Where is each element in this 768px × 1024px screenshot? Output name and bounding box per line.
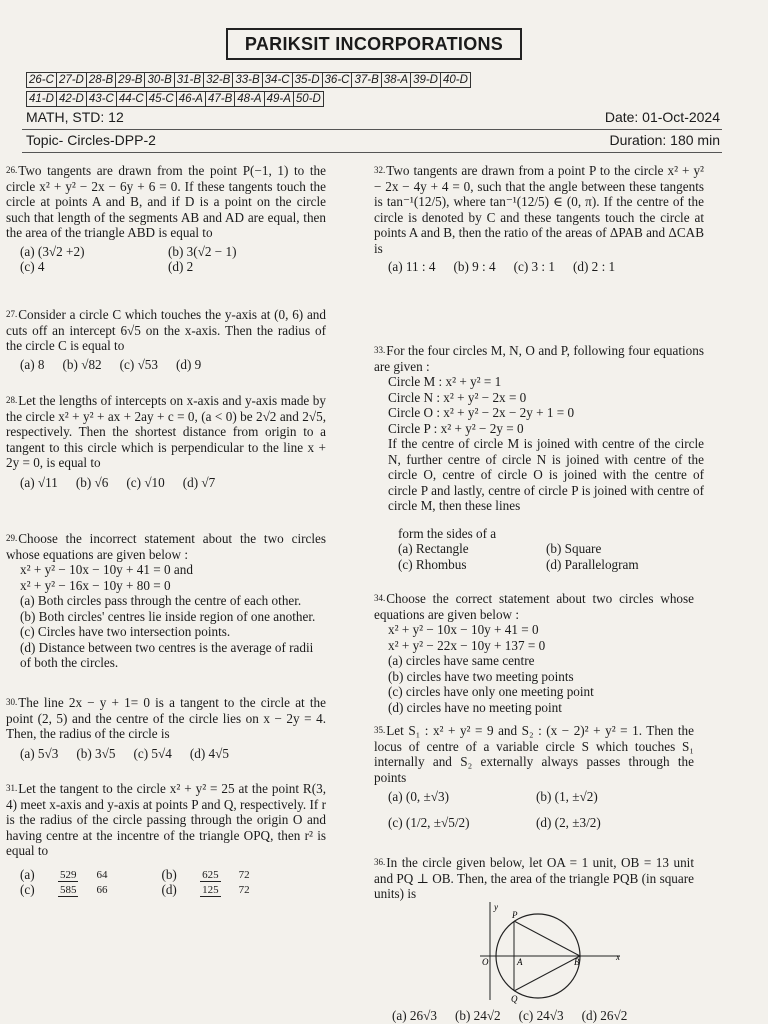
option: (d) 2 [168, 259, 194, 274]
question-text: For the four circles M, N, O and P, following four equations are given : [374, 343, 704, 374]
question-number: 33. [374, 345, 386, 355]
equation: x² + y² − 10x − 10y + 41 = 0 [388, 622, 539, 637]
denominator: 66 [96, 884, 108, 897]
fraction [200, 884, 268, 897]
option: (d) 2 : 1 [573, 259, 616, 274]
answer-key-cell: 36-C [322, 72, 353, 88]
option: (b) √6 [75, 474, 109, 490]
question-text: In the circle given below, let OA = 1 unit, OB = 13 unit and PQ ⊥ OB. Then, the area of the triangle PQB (in square units) is [374, 855, 694, 901]
option [161, 867, 285, 883]
option: (a) √11 [20, 474, 58, 490]
question-number: 32. [374, 165, 386, 175]
question-text: Choose the incorrect statement about the two circles whose equations are given below : [6, 531, 326, 562]
option: (a) 5√3 [20, 745, 59, 761]
question-text: The line 2x − y + 1= 0 is a tangent to the circle at the point (2, 5) and the centre of the circle lies on x − 2y = 4. Then, the radius of the circle is [6, 695, 326, 741]
option: (d) (2, ±3/2) [536, 814, 601, 830]
divider [22, 129, 722, 130]
question-number: 35. [374, 725, 386, 735]
question-number: 26. [6, 165, 18, 175]
label-b: B [574, 957, 580, 967]
option: (c) (1/2, ±√5/2) [388, 814, 470, 830]
option: (d) Parallelogram [546, 556, 639, 572]
option: (c) circles have only one meeting point [388, 684, 594, 699]
question-text: Choose the correct statement about two circles whose equations are given below : [374, 591, 694, 622]
equation: Circle M : x² + y² = 1 [388, 374, 502, 389]
option [161, 882, 285, 898]
equation: Circle N : x² + y² − 2x = 0 [388, 389, 527, 405]
answer-key-cell: 26-C [26, 72, 57, 88]
topic-duration-row [22, 131, 722, 151]
option: (b) Square [546, 541, 602, 556]
option: (a) 26√3 [392, 1008, 437, 1023]
answer-key-cell: 44-C [116, 91, 147, 107]
question-text: Consider a circle C which touches the y-axis at (0, 6) and cuts off an intercept 6√5 on the x-axis. Then the radius of the circle C is equal to [6, 307, 326, 353]
question-number: 27. [6, 309, 18, 319]
question-28 [6, 393, 326, 490]
answer-key-cell: 28-B [86, 72, 116, 88]
label-o: O [482, 957, 489, 967]
answer-key-cell: 27-D [56, 72, 87, 88]
option-label: (b) [161, 866, 177, 882]
option-label: (a) [20, 866, 35, 882]
option: (d) 26√2 [581, 1008, 628, 1023]
option: (c) √10 [126, 474, 165, 490]
answer-key-cell: 46-A [176, 91, 206, 107]
answer-key-cell: 40-D [440, 72, 471, 88]
question-36-options [392, 1008, 645, 1024]
answer-key-cell: 45-C [146, 91, 177, 107]
answer-key-cell: 42-D [56, 91, 87, 107]
option: (a) (0, ±√3) [388, 789, 449, 804]
option: (b) 3√5 [76, 745, 116, 761]
question-text: Let the lengths of intercepts on x-axis and y-axis made by the circle x² + y² + ax + 2ay + c = 0, (a < 0) be 2√2 and 2√5, respectively. Then the shortest distance from origin to a tangent to this circle which is perpendicular to the line x + 2y = 0, is equal to [6, 393, 326, 470]
answer-key-cell: 29-B [115, 72, 145, 88]
option: (c) Rhombus [398, 556, 467, 572]
question-35 [374, 723, 694, 830]
question-text: Two tangents are drawn from a point P to the circle x² + y² − 2x − 4y + 4 = 0, such that the angle between these tangents is tan⁻¹(12/5), where tan⁻¹(12/5) ∈ (0, π). If the centre of the circle is denoted by C and these tangents touch the circle at points A and B, then the ratio of the areas of ΔPAB and ΔCAB is [374, 163, 705, 256]
label-a: A [517, 957, 523, 967]
option: (b) √82 [62, 356, 102, 372]
equation: x² + y² − 22x − 10y + 137 = 0 [388, 637, 546, 653]
fraction [58, 869, 126, 882]
option: (a) (3√2 +2) [20, 243, 85, 259]
numerator: 125 [202, 884, 219, 897]
question-number: 34. [374, 593, 386, 603]
circle-diagram [470, 898, 630, 1004]
option: (c) √53 [119, 356, 158, 372]
question-34 [374, 591, 694, 715]
option: (a) Both circles pass through the centre of each other. [20, 593, 302, 608]
label-y: y [494, 902, 498, 912]
question-number: 28. [6, 395, 18, 405]
option: (b) 3(√2 − 1) [168, 243, 237, 259]
fraction [200, 869, 268, 882]
option: (c) Circles have two intersection points. [20, 624, 231, 639]
segment-pb [514, 921, 580, 956]
company-title: PARIKSIT INCORPORATIONS [226, 28, 522, 60]
answer-key-cell: 48-A [234, 91, 264, 107]
equation: x² + y² − 16x − 10y + 80 = 0 [20, 577, 171, 593]
answer-key-row-2 [26, 91, 323, 107]
label-q: Q [511, 994, 518, 1004]
answer-key-cell: 39-D [410, 72, 441, 88]
question-text: Let the tangent to the circle x² + y² = 25 at the point R(3, 4) meet x-axis and y-axis at points P and Q, respectively. If r is the radius of the circle passing through the origin O and having centre at the incentre of the triangle OPQ, then r² is equal to [6, 781, 326, 858]
fraction [58, 884, 126, 897]
option: (d) Distance between two centres is the average of radii of both the circles. [20, 639, 314, 670]
date-label: Date: 01-Oct-2024 [604, 109, 720, 125]
denominator: 64 [96, 868, 108, 881]
option: (a) 11 : 4 [388, 259, 436, 274]
question-32 [374, 163, 704, 275]
numerator: 529 [59, 868, 77, 881]
answer-key-cell: 35-D [292, 72, 323, 88]
segment-qb [514, 956, 580, 991]
subject-label: MATH, STD: 12 [26, 109, 124, 125]
option: (a) Rectangle [398, 541, 469, 556]
equation: x² + y² − 10x − 10y + 41 = 0 and [20, 562, 193, 577]
option: (c) 3 : 1 [513, 259, 555, 274]
option: (c) 4 [20, 259, 45, 274]
question-number: 29. [6, 533, 18, 543]
answer-key-cell: 47-B [205, 91, 235, 107]
option: (b) circles have two meeting points [388, 668, 574, 684]
equation: Circle P : x² + y² − 2y = 0 [388, 420, 524, 436]
question-27 [6, 307, 326, 372]
question-29 [6, 531, 326, 671]
option: (b) (1, ±√2) [536, 789, 598, 804]
option [20, 867, 143, 883]
answer-key-cell: 30-B [144, 72, 174, 88]
denominator: 72 [238, 868, 250, 881]
answer-key-cell: 33-B [232, 72, 262, 88]
option: (d) 9 [176, 356, 202, 372]
answer-key-cell: 49-A [264, 91, 294, 107]
answer-key-cell: 38-A [381, 72, 411, 88]
option: (c) 5√4 [133, 745, 172, 761]
question-text: form the sides of a [398, 525, 497, 541]
label-x: x [616, 952, 620, 962]
question-text: Two tangents are drawn from the point P(−1, 1) to the circle x² + y² − 2x − 6y + 6 = 0. If these tangents touch the circle at points A and B, and if D is a point on the circle such that length of the segments AB and AD are equal, then the area of the triangle ABD is equal to [6, 163, 326, 240]
label-p: P [512, 910, 518, 920]
answer-key-cell: 43-C [86, 91, 117, 107]
answer-key-cell: 50-D [293, 91, 324, 107]
option: (d) √7 [182, 474, 216, 490]
answer-key-cell: 31-B [174, 72, 204, 88]
option: (a) circles have same centre [388, 653, 535, 668]
option-label: (c) [20, 882, 35, 897]
option: (d) circles have no meeting point [388, 699, 562, 715]
option: (a) 8 [20, 356, 45, 372]
answer-key-cell: 41-D [26, 91, 57, 107]
duration-label: Duration: 180 min [609, 132, 720, 148]
divider [22, 152, 722, 153]
option: (b) Both circles' centres lie inside region of one another. [20, 608, 316, 624]
question-text: If the centre of circle M is joined with centre of the circle N, further centre of circle N is joined with centre of the circle O, centre of circle O is joined with the centre of circle P and lastly, centre of circle P is joined with centre of circle M, then these lines [388, 436, 704, 513]
question-number: 30. [6, 697, 18, 707]
option: (b) 24√2 [454, 1008, 501, 1023]
question-26 [6, 163, 326, 275]
option [20, 882, 143, 898]
answer-key-cell: 32-B [203, 72, 233, 88]
numerator: 625 [202, 868, 219, 881]
answer-key-cell: 37-B [351, 72, 381, 88]
question-text: Let S₁ : x² + y² = 9 and S₂ : (x − 2)² + y² = 1. Then the locus of centre of a variable circle S which touches S₁ internally and S₂ externally always passes through the points [374, 723, 694, 785]
answer-key-row-1 [26, 72, 470, 88]
subject-date-row [22, 108, 722, 128]
question-36 [374, 855, 694, 902]
option: (c) 24√3 [518, 1008, 564, 1023]
question-33 [374, 343, 704, 572]
option-label: (d) [161, 882, 177, 897]
denominator: 72 [238, 884, 250, 897]
numerator: 585 [59, 884, 77, 897]
question-31 [6, 781, 326, 898]
question-number: 36. [374, 857, 386, 867]
option: (d) 4√5 [189, 745, 229, 761]
question-number: 31. [6, 783, 18, 793]
question-30 [6, 695, 326, 761]
option: (b) 9 : 4 [453, 259, 496, 274]
equation: Circle O : x² + y² − 2x − 2y + 1 = 0 [388, 405, 575, 420]
topic-label: Topic- Circles-DPP-2 [26, 132, 156, 148]
answer-key-cell: 34-C [262, 72, 293, 88]
